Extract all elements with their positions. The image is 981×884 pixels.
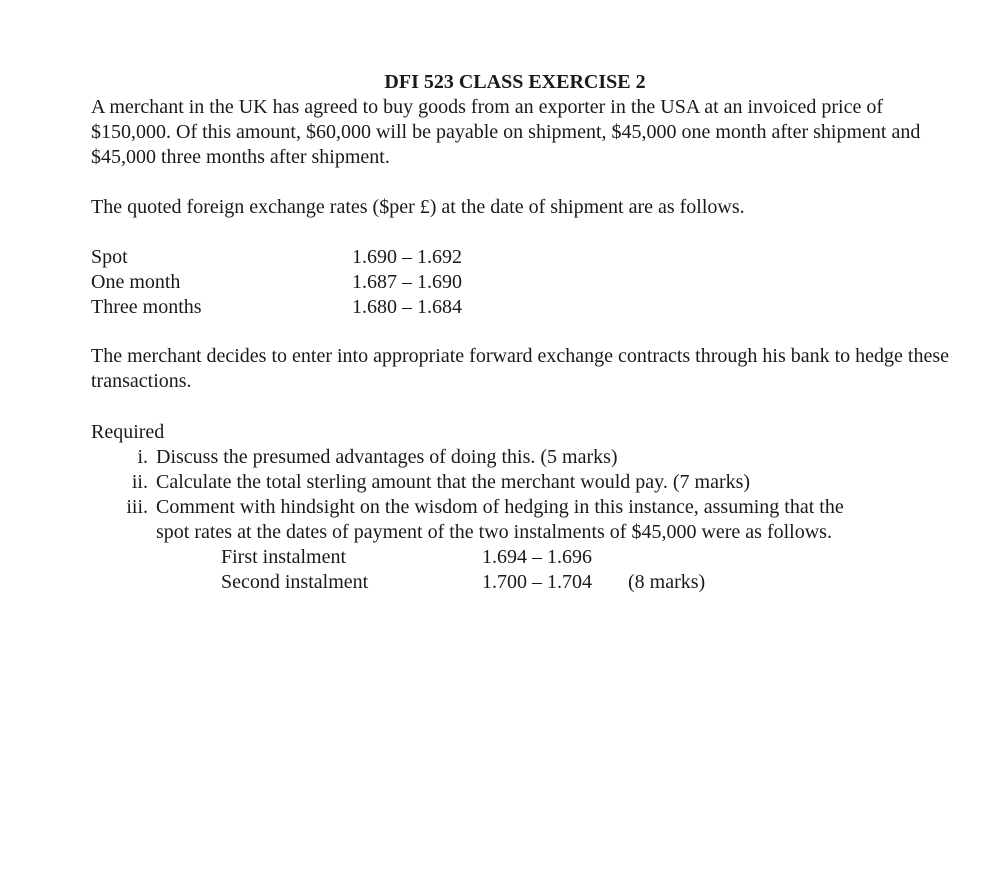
rate-row-one-month: [91, 270, 591, 295]
item-text: Comment with hindsight on the wisdom of hedging in this instance, assuming that the: [156, 496, 844, 518]
instalment-label: First instalment: [221, 546, 346, 568]
required-item-i: [91, 445, 941, 470]
rate-value: 1.690 – 1.692: [352, 246, 462, 268]
item-number: iii.: [126, 496, 148, 518]
intro-paragraph: A merchant in the UK has agreed to buy goods from an exporter in the USA at an invoiced price of $150,000. Of this amount, $60,000 will be payable on shipment, $45,000 one month after shipment and $45,000 three months after shipment.: [91, 96, 921, 168]
rate-label: Spot: [91, 246, 128, 268]
item-text: Calculate the total sterling amount that the merchant would pay. (7 marks): [156, 471, 751, 493]
item-text: Discuss the presumed advantages of doing this. (5 marks): [156, 446, 618, 468]
rates-intro-paragraph: The quoted foreign exchange rates ($per £) at the date of shipment are as follows.: [91, 196, 745, 218]
rate-row-three-months: [91, 295, 591, 320]
item-text-continuation: spot rates at the dates of payment of the two instalments of $45,000 were as follows.: [156, 521, 832, 543]
required-item-ii: [91, 470, 941, 495]
instalment-row-first: [91, 545, 941, 570]
rate-value: 1.680 – 1.684: [352, 296, 462, 318]
decision-paragraph: The merchant decides to enter into appropriate forward exchange contracts through his bank to hedge these transactions.: [91, 345, 950, 392]
required-item-iii: [91, 495, 941, 520]
instalment-rate: 1.694 – 1.696: [482, 546, 592, 568]
item-number: ii.: [131, 471, 148, 493]
rates-table: [91, 245, 591, 320]
required-section: [91, 420, 941, 595]
rate-row-spot: [91, 245, 591, 270]
item-number: i.: [137, 446, 148, 468]
instalment-rate: 1.700 – 1.704: [482, 571, 592, 593]
rate-label: Three months: [91, 296, 202, 318]
instalment-row-second: [91, 570, 941, 595]
rate-value: 1.687 – 1.690: [352, 271, 462, 293]
rate-label: One month: [91, 271, 181, 293]
page-title: DFI 523 CLASS EXERCISE 2: [384, 71, 646, 93]
instalment-label: Second instalment: [221, 571, 369, 593]
required-heading: Required: [91, 421, 165, 443]
instalment-marks: (8 marks): [628, 571, 706, 593]
